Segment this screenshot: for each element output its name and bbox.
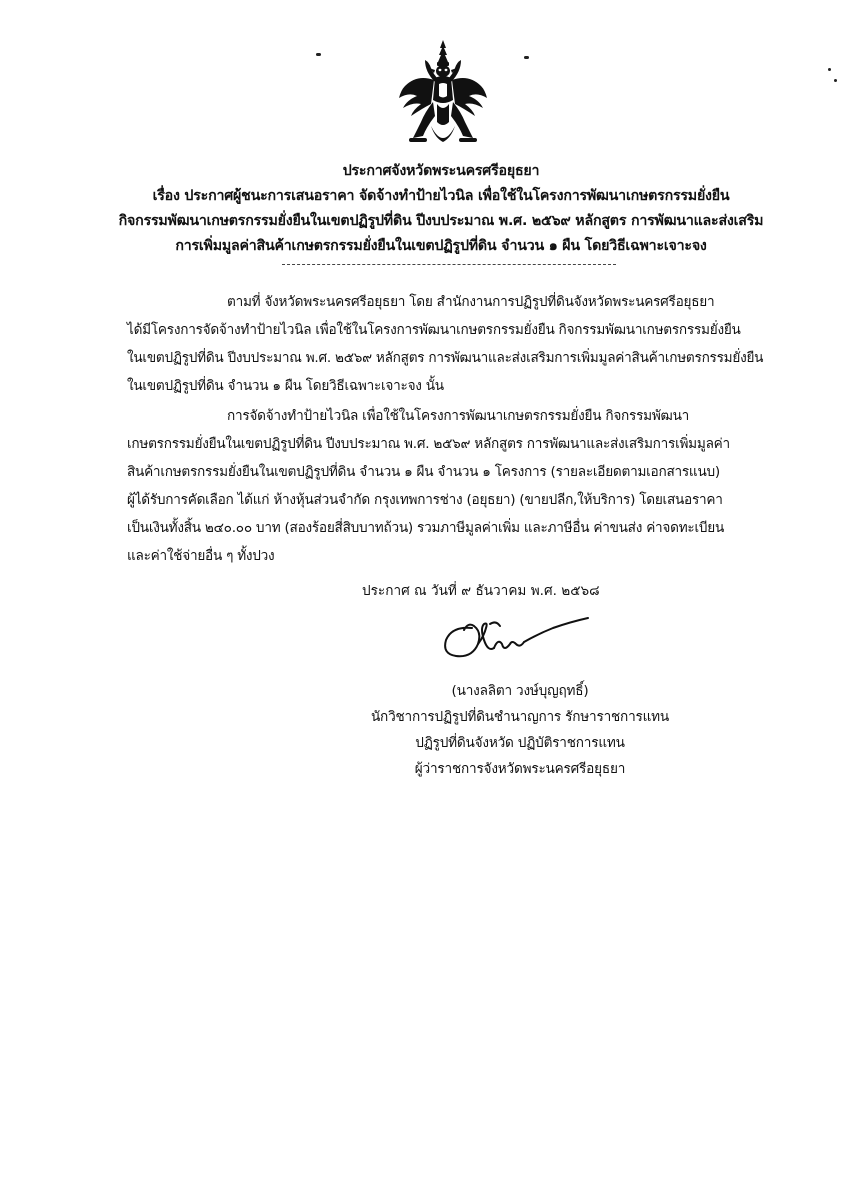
paragraph-line: ในเขตปฏิรูปที่ดิน จำนวน ๑ ผืน โดยวิธีเฉพาะเจาะจง นั้น	[127, 378, 444, 394]
announcement-header	[80, 159, 802, 259]
paragraph-line: และค่าใช้จ่ายอื่น ๆ ทั้งปวง	[127, 548, 275, 564]
scan-speck	[834, 79, 837, 82]
subject-line: การเพิ่มมูลค่าสินค้าเกษตรกรรมยั่งยืนในเขตปฏิรูปที่ดิน จำนวน ๑ ผืน โดยวิธีเฉพาะเจาะจง	[175, 238, 707, 254]
header-divider	[282, 264, 616, 265]
announcement-date: ประกาศ ณ วันที่ ๙ ธันวาคม พ.ศ. ๒๕๖๘	[362, 583, 600, 599]
scan-speck	[828, 68, 831, 71]
paragraph-line: เกษตรกรรมยั่งยืนในเขตปฏิรูปที่ดิน ปีงบประมาณ พ.ศ. ๒๕๖๙ หลักสูตร การพัฒนาและส่งเสริมการเพิ่มมูลค่า	[127, 436, 730, 452]
body-paragraph-2	[127, 402, 785, 570]
body-paragraph-1	[127, 288, 785, 400]
paragraph-line: ผู้ได้รับการคัดเลือก ได้แก่ ห้างหุ้นส่วนจำกัด กรุงเทพการช่าง (อยุธยา) (ขายปลีก,ให้บริการ) โดยเสนอราคา	[127, 492, 723, 508]
paragraph-line: ตามที่ จังหวัดพระนครศรีอยุธยา โดย สำนักงานการปฏิรูปที่ดินจังหวัดพระนครศรีอยุธยา	[227, 294, 715, 310]
subject-line: เรื่อง ประกาศผู้ชนะการเสนอราคา จัดจ้างทำป้ายไวนิล เพื่อใช้ในโครงการพัฒนาเกษตรกรรมยั่งยืน	[152, 188, 730, 204]
paragraph-line: ได้มีโครงการจัดจ้างทำป้ายไวนิล เพื่อใช้ในโครงการพัฒนาเกษตรกรรมยั่งยืน กิจกรรมพัฒนาเกษตรกรรมยั่งยืน	[127, 322, 741, 338]
garuda-emblem-icon	[395, 38, 491, 152]
scan-speck	[316, 53, 321, 56]
handwritten-signature-icon	[438, 614, 593, 666]
document-title: ประกาศจังหวัดพระนครศรีอยุธยา	[342, 163, 540, 179]
signer-block	[340, 678, 700, 782]
signer-position: นักวิชาการปฏิรูปที่ดินชำนาญการ รักษาราชการแทน	[370, 709, 670, 725]
signer-name: (นางลลิตา วงษ์บุญฤทธิ์)	[451, 683, 589, 699]
scan-speck	[524, 56, 529, 59]
paragraph-line: การจัดจ้างทำป้ายไวนิล เพื่อใช้ในโครงการพัฒนาเกษตรกรรมยั่งยืน กิจกรรมพัฒนา	[227, 408, 690, 424]
paragraph-line: สินค้าเกษตรกรรมยั่งยืนในเขตปฏิรูปที่ดิน จำนวน ๑ ผืน จำนวน ๑ โครงการ (รายละเอียดตามเอกสารแนบ)	[127, 464, 720, 480]
paragraph-line: เป็นเงินทั้งสิ้น ๒๔๐.๐๐ บาท (สองร้อยสี่สิบบาทถ้วน) รวมภาษีมูลค่าเพิ่ม และภาษีอื่น ค่าขนส่ง ค่าจดทะเบียน	[127, 520, 725, 536]
signer-position: ปฏิรูปที่ดินจังหวัด ปฏิบัติราชการแทน	[415, 735, 625, 751]
subject-line: กิจกรรมพัฒนาเกษตรกรรมยั่งยืนในเขตปฏิรูปที่ดิน ปีงบประมาณ พ.ศ. ๒๕๖๙ หลักสูตร การพัฒนาและส่งเสริม	[118, 213, 764, 229]
signer-position: ผู้ว่าราชการจังหวัดพระนครศรีอยุธยา	[414, 761, 626, 777]
paragraph-line: ในเขตปฏิรูปที่ดิน ปีงบประมาณ พ.ศ. ๒๕๖๙ หลักสูตร การพัฒนาและส่งเสริมการเพิ่มมูลค่าสินค้าเกษตรกรรมยั่งยืน	[127, 350, 764, 366]
